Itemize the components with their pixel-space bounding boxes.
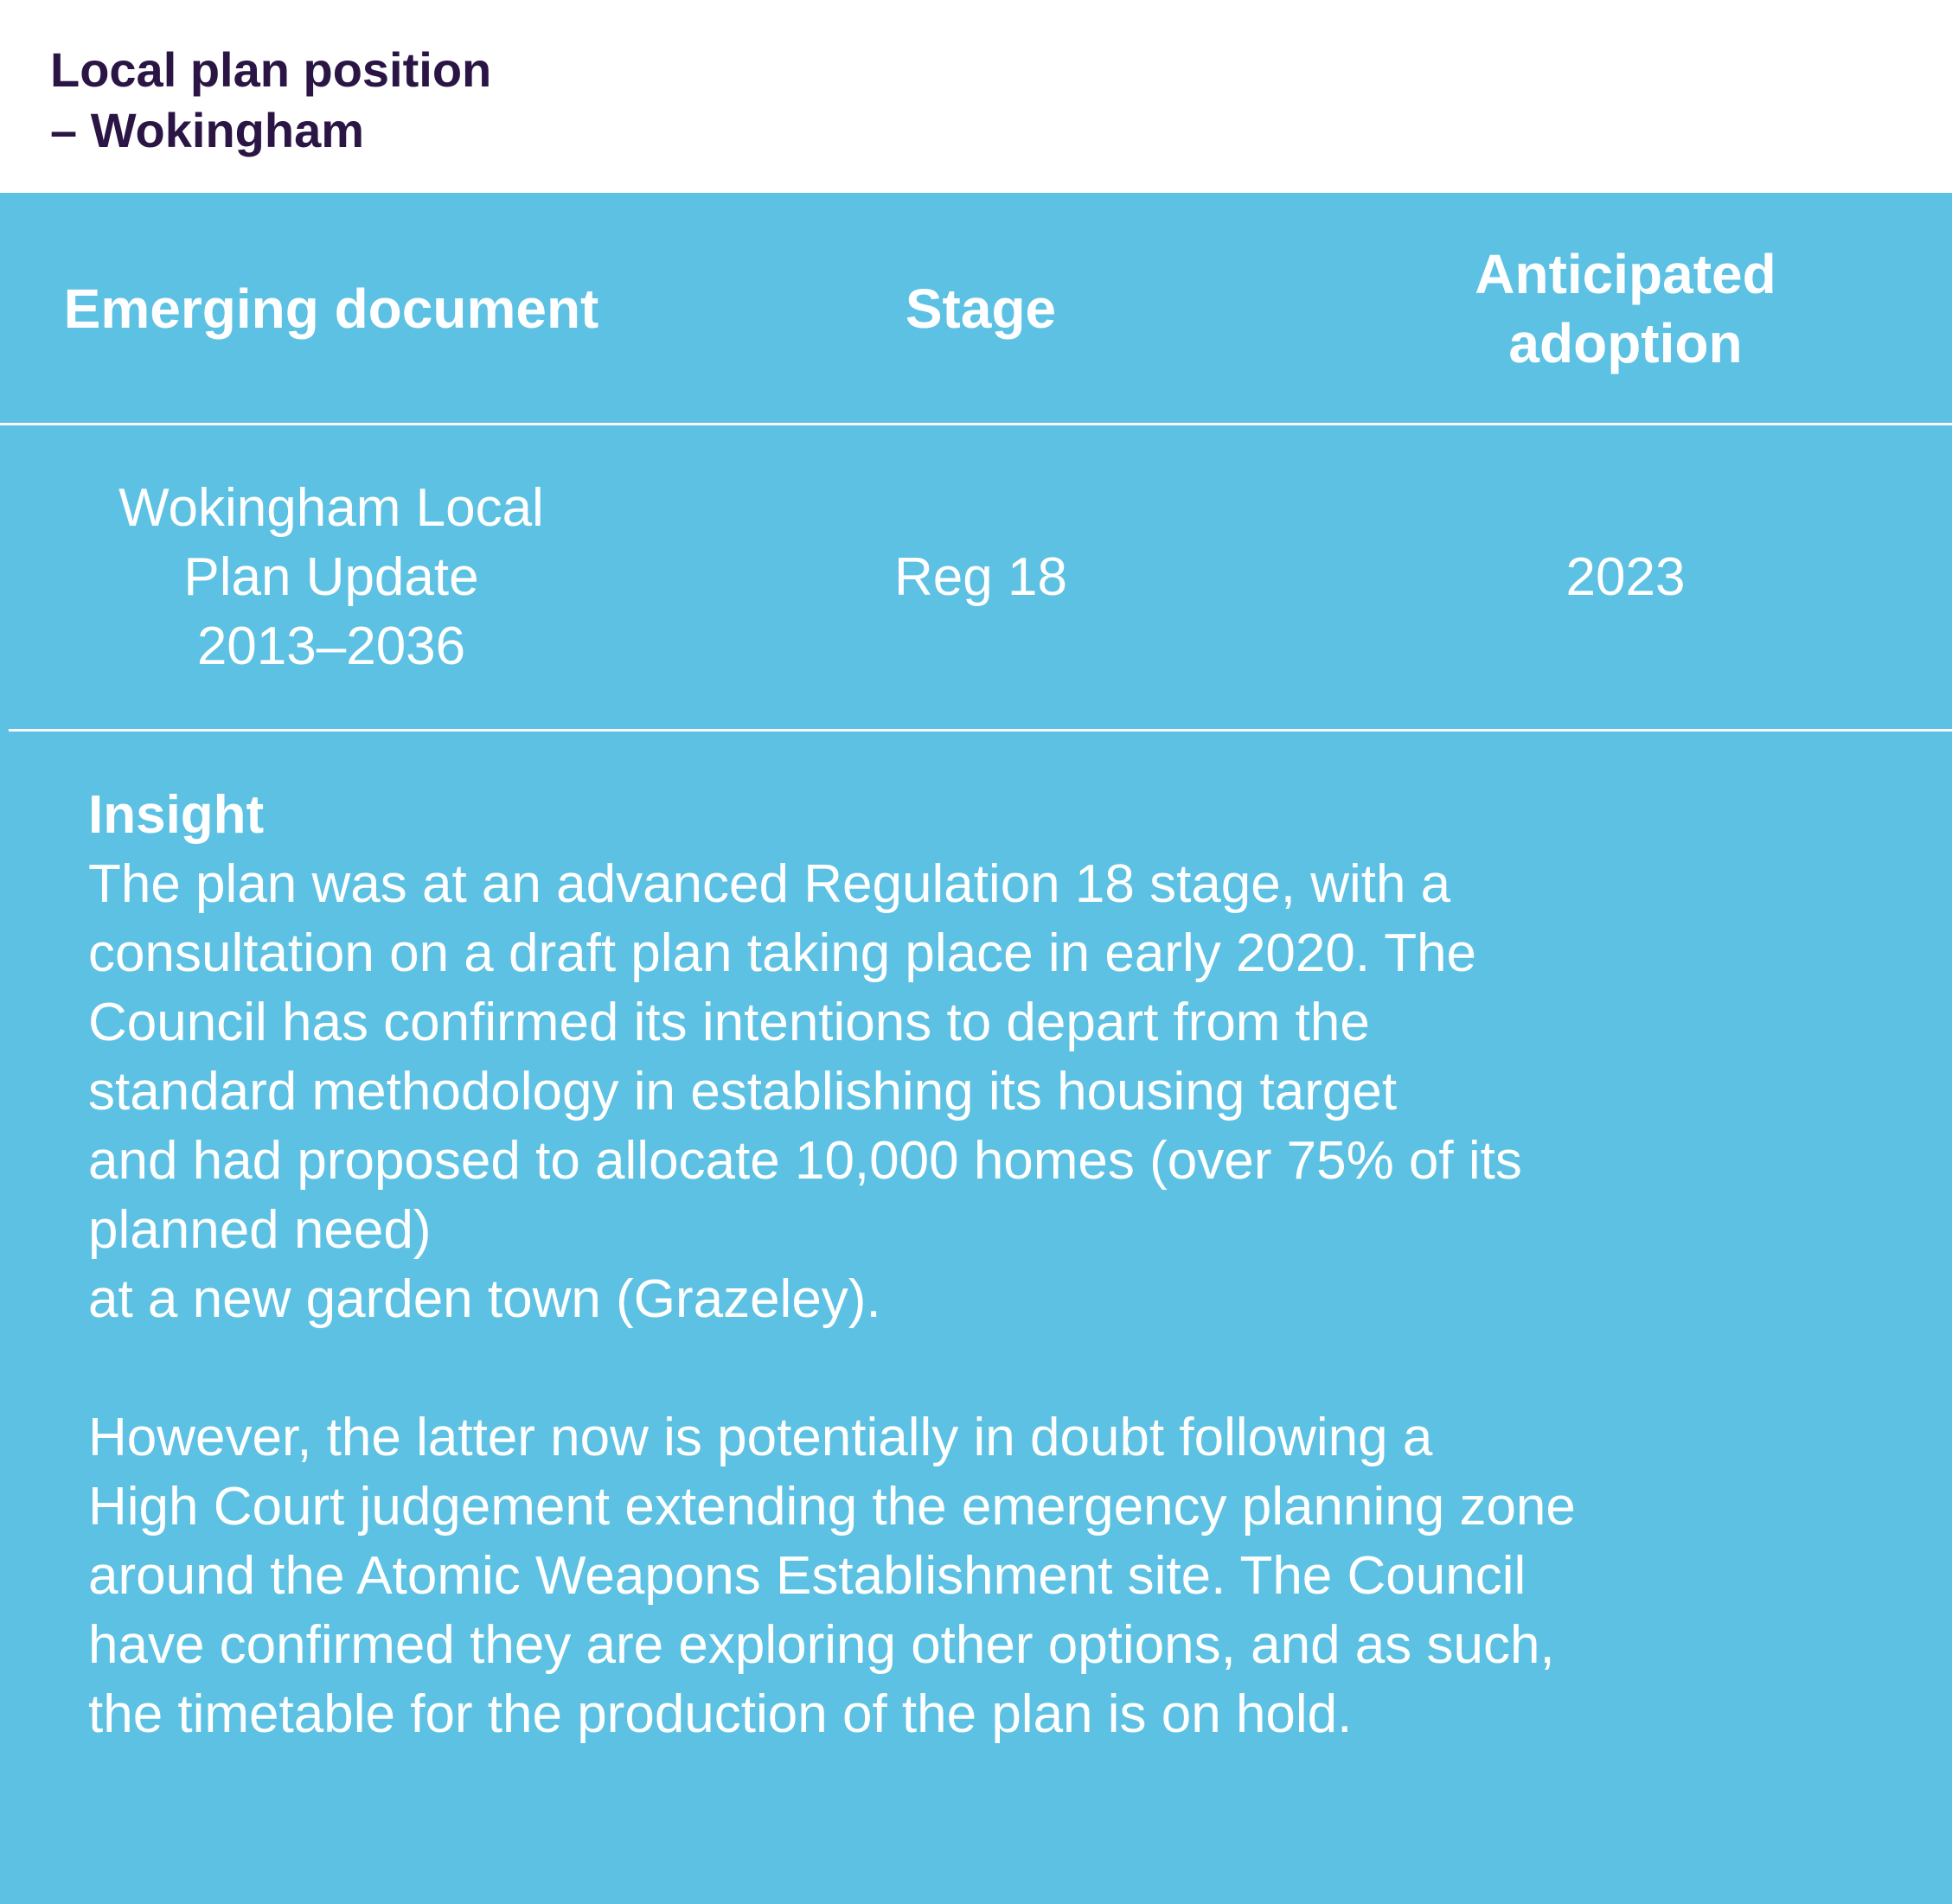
table-header-row bbox=[0, 193, 1952, 424]
insight-title: Insight bbox=[88, 785, 265, 845]
info-panel bbox=[0, 193, 1952, 1904]
column-header-adoption bbox=[1299, 193, 1952, 424]
document-name: Wokingham Local Plan Update 2013–2036 bbox=[118, 477, 544, 676]
insight-body: The plan was at an advanced Regulation 18 stage, with a consultation on a draft plan taking place in early 2020. The Council has confirmed its intentions to depart from the standard methodology in establishing its housing target and had proposed to allocate 10,000 homes (over 75% of its planned need) at a new garden town (Grazeley). However, the latter now is potentially in doubt following a High Court judgement extending the emergency planning zone around the Atomic Weapons Establishment site. The Council have confirmed they are exploring other options, and as such, the timetable for the production of the plan is on hold. bbox=[88, 854, 1576, 1744]
column-header-stage: Stage bbox=[905, 277, 1057, 340]
table-row bbox=[0, 425, 1952, 729]
header bbox=[0, 0, 1952, 193]
cell-stage: Reg 18 bbox=[894, 546, 1067, 607]
cell-document bbox=[0, 425, 662, 729]
column-header-document: Emerging document bbox=[63, 277, 599, 340]
page-title: Local plan position – Wokingham bbox=[50, 42, 492, 157]
cell-adoption: 2023 bbox=[1565, 546, 1686, 607]
column-header-adoption-label: Anticipated adoption bbox=[1475, 242, 1776, 374]
insight-section bbox=[88, 781, 1930, 1749]
table-divider bbox=[9, 729, 1952, 732]
